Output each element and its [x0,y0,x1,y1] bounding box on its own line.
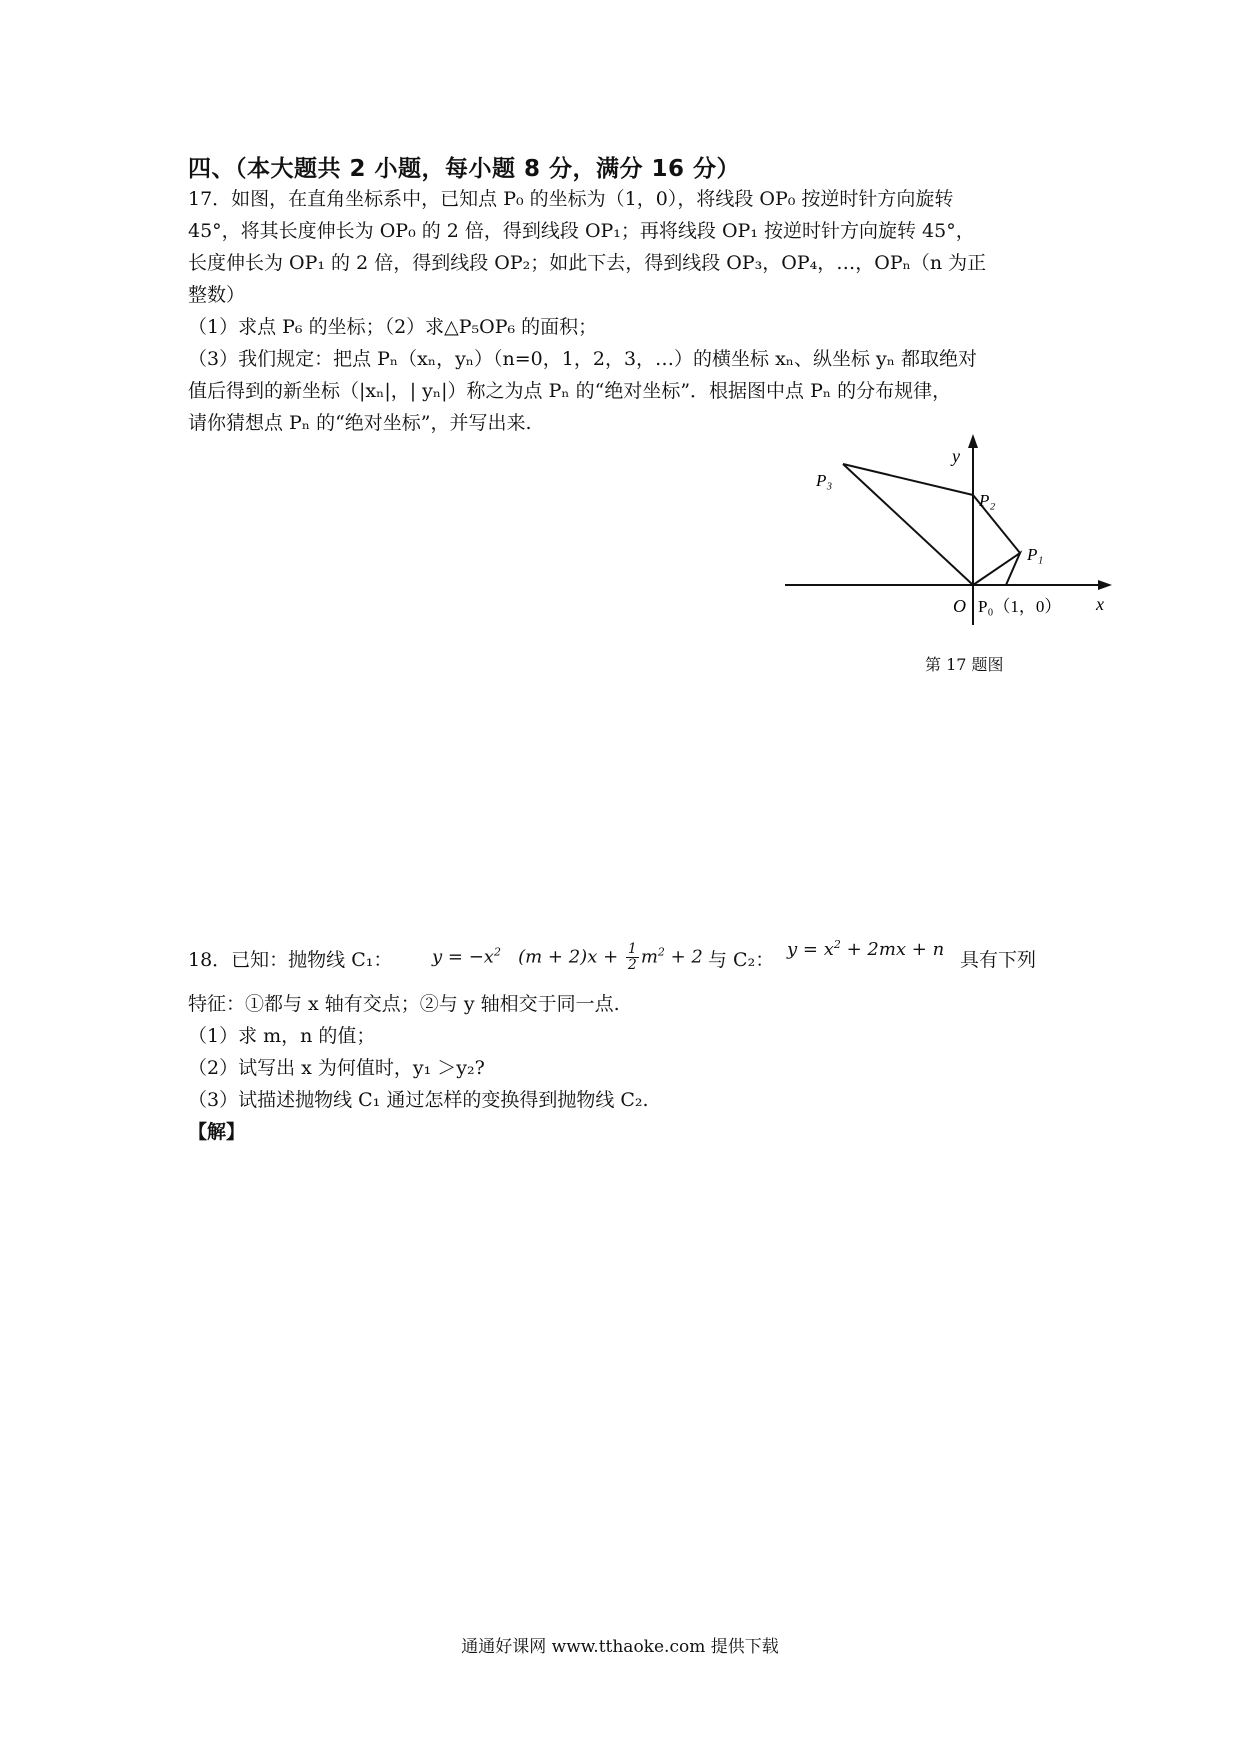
figure-caption: 第 17 题图 [925,655,1004,674]
label-p1: P₁ [1027,545,1044,564]
eq1-part-a: y = −x [432,946,494,968]
label-p3: P₃ [816,471,833,490]
q17-line-3: 长度伸长为 OP₁ 的 2 倍，得到线段 OP₂；如此下去，得到线段 OP₃，OP₄，…，OPₙ（n 为正 [188,252,987,274]
x-axis-arrow-icon [1098,580,1112,590]
segment-op0-op1 [973,553,1020,585]
label-x: x [1096,594,1104,614]
q18-equation-c1 [432,942,703,973]
eq1-denominator: 2 [627,957,637,973]
q18-part-1: （1）求 m，n 的值； [188,1025,376,1047]
label-o: O [953,596,966,616]
eq1-exp-1: 2 [493,945,501,959]
q18-equation-c2 [787,938,944,960]
y-axis-arrow-icon [968,434,978,448]
q18-part-3: （3）试描述抛物线 C₁ 通过怎样的变换得到抛物线 C₂. [188,1089,649,1111]
eq1-fraction [626,942,639,973]
q17-part-1-2: （1）求点 P₆ 的坐标；（2）求△P₅OP₆ 的面积； [188,316,598,338]
q17-part-3-line-3: 请你猜想点 Pₙ 的“绝对坐标”，并写出来. [188,412,532,434]
eq2-exp: 2 [833,938,841,951]
eq1-part-b: (m + 2)x + [518,946,619,968]
q18-intro: 18．已知：抛物线 C₁： [188,949,393,971]
eq1-numerator: 1 [627,941,637,957]
label-y: y [952,446,960,466]
q18-and-c2: 与 C₂： [708,949,775,971]
eq2-part-a: y = x [787,939,834,960]
eq1-part-c: m [640,946,658,968]
eq1-part-d: + 2 [664,946,703,968]
q18-tail: 具有下列 [960,949,1037,971]
segment-op3 [843,464,973,585]
q17-part-3-line-1: （3）我们规定：把点 Pₙ（xₙ，yₙ）（n=0，1，2，3，…）的横坐标 xₙ、纵坐标 yₙ 都取绝对 [188,348,978,370]
segment-p2-p3 [843,464,973,495]
q18-solution-label: 【解】 [188,1121,246,1143]
q18-part-2: （2）试写出 x 为何值时，y₁ ＞y₂? [188,1057,485,1079]
q17-part-3-line-2: 值后得到的新坐标（|xₙ|，| yₙ|）称之为点 Pₙ 的“绝对坐标”．根据图中点 Pₙ 的分布规律， [188,380,952,402]
label-p0: P₀（1，0） [978,597,1062,616]
footer-text: 通通好课网 www.tthaoke.com 提供下载 [461,1637,779,1657]
label-p2: P₂ [979,491,996,510]
q17-figure [780,430,1120,630]
q17-line-2: 45°，将其长度伸长为 OP₀ 的 2 倍，得到线段 OP₁；再将线段 OP₁ 按逆时针方向旋转 45°， [188,220,975,242]
q18-features: 特征：①都与 x 轴有交点；②与 y 轴相交于同一点. [188,993,620,1015]
eq2-part-b: + 2mx + n [840,939,945,960]
section-title: 四、（本大题共 2 小题，每小题 8 分，满分 16 分） [188,156,741,182]
q17-line-4: 整数） [188,284,246,306]
q17-line-1: 17．如图，在直角坐标系中，已知点 P₀ 的坐标为（1，0），将线段 OP₀ 按逆时针方向旋转 [188,188,954,210]
eq1-exp-2: 2 [657,945,665,959]
